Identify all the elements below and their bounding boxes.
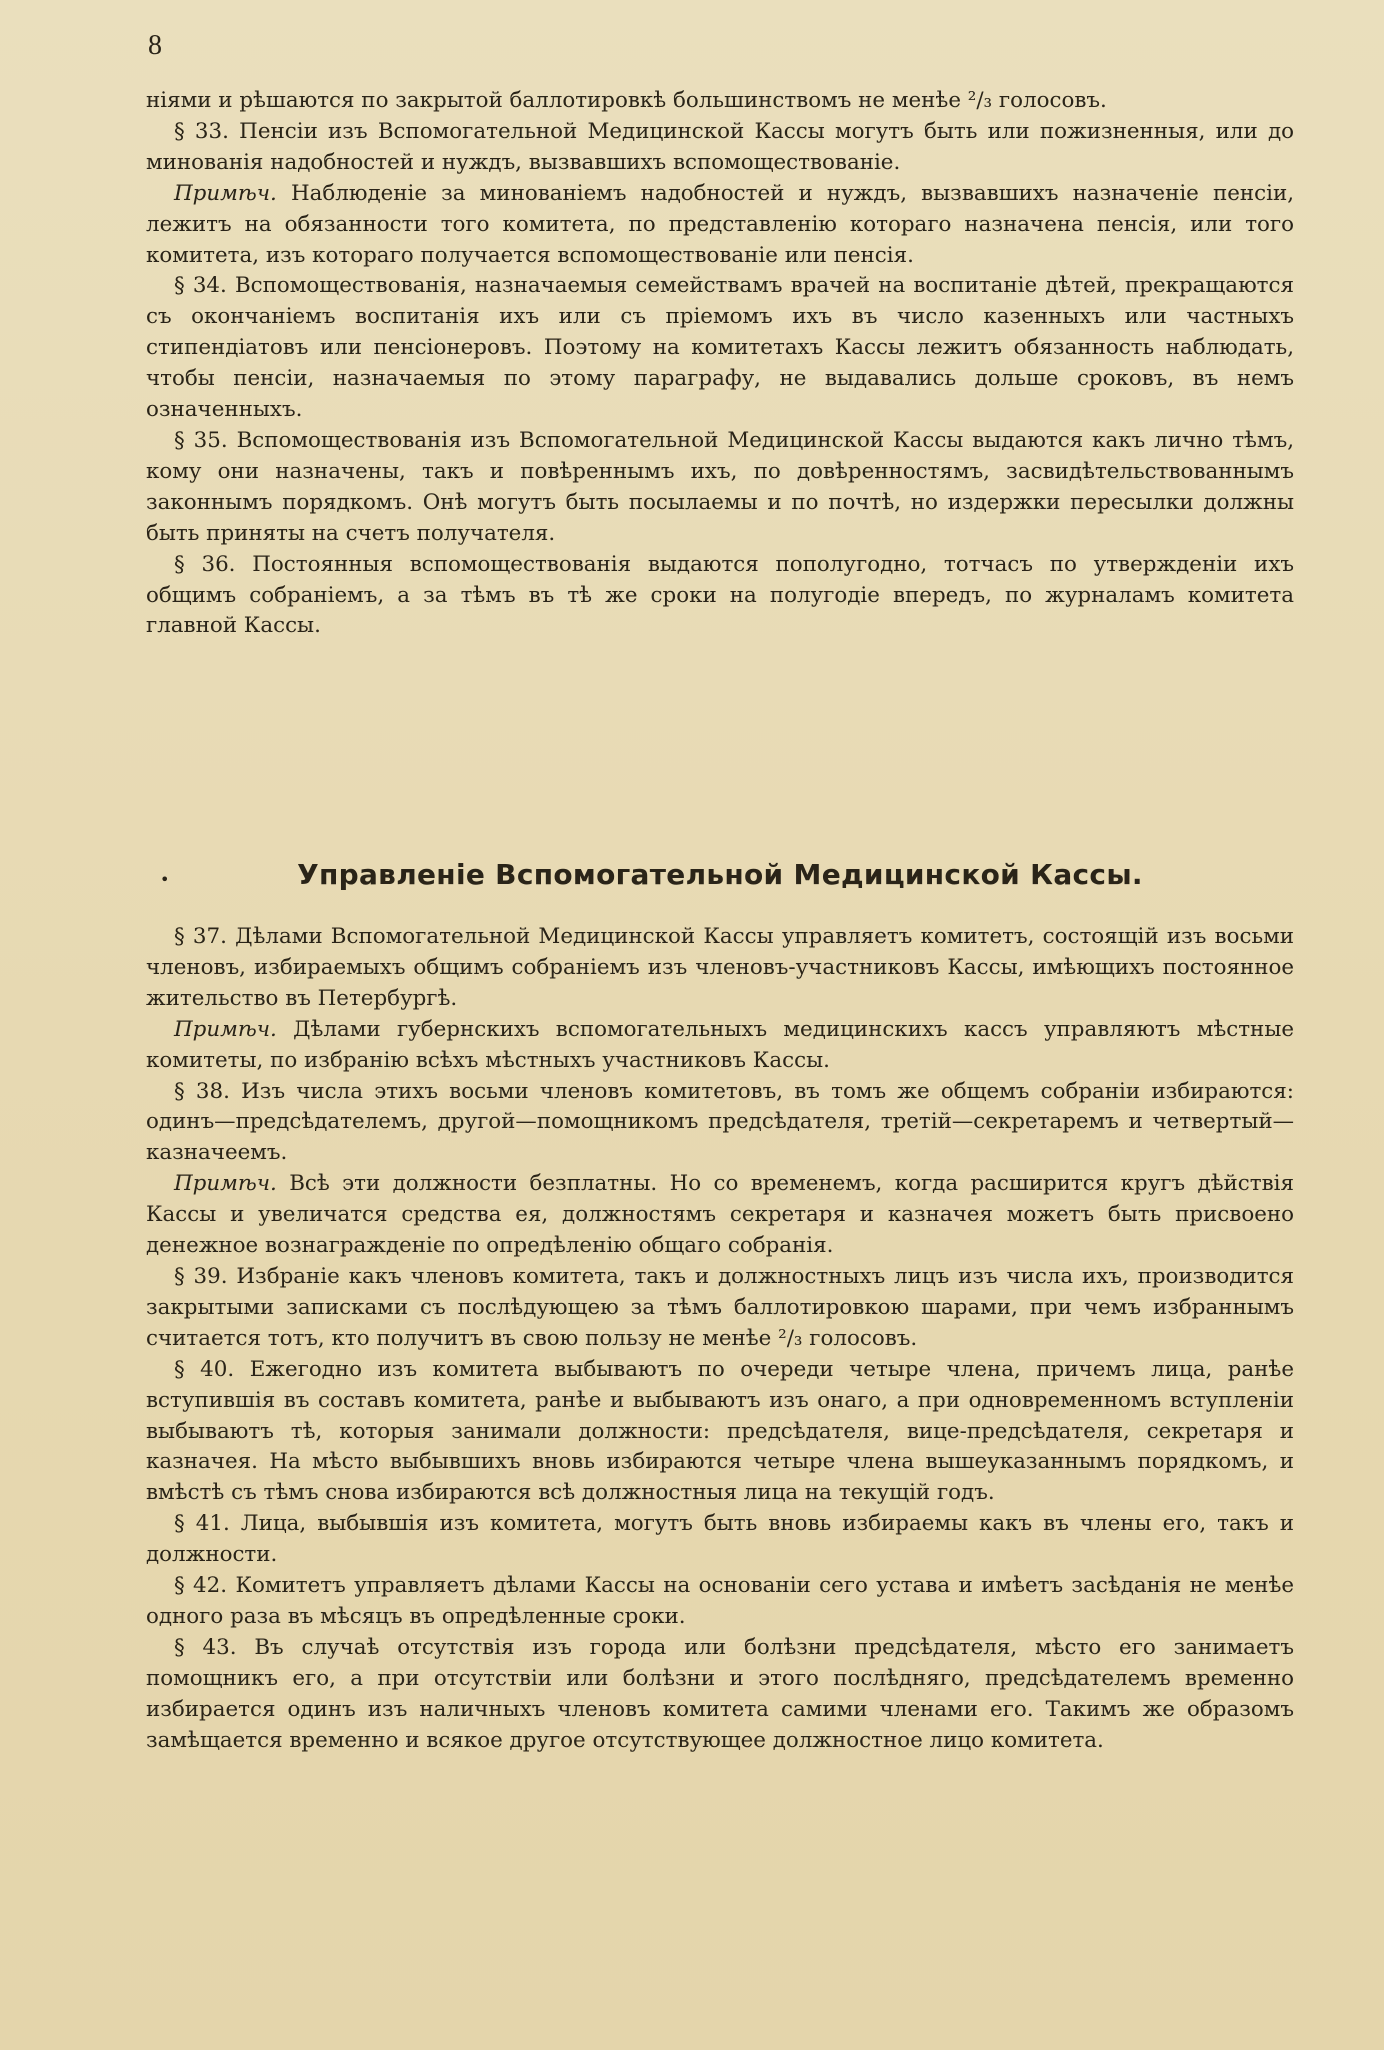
paragraph <box>146 550 1294 643</box>
page-number: 8 <box>148 30 162 61</box>
paragraph <box>146 86 1294 117</box>
paragraph-text: § 35. Вспомоществованія изъ Вспомогательной Медицинской Кассы выдаются какъ лично тѣмъ, кому они назначены, такъ и повѣреннымъ ихъ, по довѣренностямъ, засвидѣтельствованнымъ законнымъ порядкомъ. Онѣ могутъ быть посылаемы и по почтѣ, но издержки пересылки должны быть приняты на счетъ получателя. <box>146 427 1294 546</box>
paragraph <box>146 1509 1294 1571</box>
paragraph-text: § 43. Въ случаѣ отсутствія изъ города или болѣзни предсѣдателя, мѣсто его занимаетъ помощникъ его, а при отсутствіи или болѣзни и этого послѣдняго, предсѣдателемъ временно избирается одинъ изъ наличныхъ членовъ комитета самими членами его. Такимъ же образомъ замѣщается временно и всякое другое отсутствующее должностное лицо комитета. <box>146 1634 1294 1753</box>
paragraph-text: Дѣлами губернскихъ вспомогательныхъ медицинскихъ кассъ управляютъ мѣстные комитеты, по избранію всѣхъ мѣстныхъ участниковъ Кассы. <box>146 1016 1294 1073</box>
paragraph-text: § 36. Постоянныя вспомоществованія выдаются пополугодно, тотчасъ по утвержденіи ихъ общимъ собраніемъ, а за тѣмъ въ тѣ же сроки на полугодіе впередъ, по журналамъ комитета главной Кассы. <box>146 551 1294 639</box>
text-block-top <box>146 86 1294 642</box>
section-heading: Управленіе Вспомогательной Медицинской Кассы. <box>297 858 1143 891</box>
paragraph <box>146 1262 1294 1355</box>
paragraph <box>146 1633 1294 1757</box>
bullet-mark: • <box>160 870 170 889</box>
paragraph <box>146 1015 1294 1077</box>
paragraph <box>146 1571 1294 1633</box>
paragraph-text: Наблюденіе за минованіемъ надобностей и нуждъ, вызвавшихъ назначеніе пенсіи, лежитъ на обязанности того комитета, по представленію котораго назначена пенсія, или того комитета, изъ котораго получается вспомоществованіе или пенсія. <box>146 180 1294 268</box>
paragraph-text: § 34. Вспомоществованія, назначаемыя семействамъ врачей на воспитаніе дѣтей, прекращаются съ окончаніемъ воспитанія ихъ или съ пріемомъ ихъ въ число казенныхъ или частныхъ стипендіатовъ или пенсіонеровъ. Поэтому на комитетахъ Кассы лежитъ обязанность наблюдать, чтобы пенсіи, назначаемыя по этому параграфу, не выдавались дольше сроковъ, въ немъ означенныхъ. <box>146 273 1294 423</box>
paragraph-text: ніями и рѣшаются по закрытой баллотировкѣ большинствомъ не менѣе ²/₃ голосовъ. <box>146 88 1107 113</box>
paragraph-text: § 37. Дѣлами Вспомогательной Медицинской Кассы управляетъ комитетъ, состоящій изъ восьми членовъ, избираемыхъ общимъ собраніемъ изъ членовъ-участниковъ Кассы, имѣющихъ постоянное жительство въ Петербургѣ. <box>146 924 1294 1011</box>
note-label: Примѣч. <box>174 180 277 206</box>
paragraph-text: § 39. Избраніе какъ членовъ комитета, такъ и должностныхъ лицъ изъ числа ихъ, производится закрытыми записками съ послѣдующею за тѣмъ баллотировкою шарами, при чемъ избраннымъ считается тотъ, кто получитъ въ свою пользу не менѣе ²/₃ голосовъ. <box>146 1263 1294 1351</box>
paragraph <box>146 922 1294 1015</box>
paragraph-text: § 33. Пенсіи изъ Вспомогательной Медицинской Кассы могутъ быть или пожизненныя, или до минованія надобностей и нуждъ, вызвавшихъ вспомоществованіе. <box>146 118 1294 175</box>
paragraph-text: § 42. Комитетъ управляетъ дѣлами Кассы на основаніи сего устава и имѣетъ засѣданія не менѣе одного раза въ мѣсяцъ въ опредѣленные сроки. <box>146 1573 1294 1629</box>
paragraph-text: § 41. Лица, выбывшія изъ комитета, могутъ быть вновь избираемы какъ въ члены его, такъ и должности. <box>146 1511 1294 1568</box>
note-label: Примѣч. <box>174 1016 277 1042</box>
paragraph <box>146 179 1294 272</box>
paragraph <box>146 1077 1294 1170</box>
paragraph-text: § 38. Изъ числа этихъ восьми членовъ комитетовъ, въ томъ же общемъ собраніи избираются: одинъ—предсѣдателемъ, другой—помощникомъ предсѣдателя, третій—секретаремъ и четвертый—казначеемъ. <box>146 1078 1294 1166</box>
paragraph-text: § 40. Ежегодно изъ комитета выбываютъ по очереди четыре члена, причемъ лица, ранѣе вступившія въ составъ комитета, ранѣе и выбываютъ изъ онаго, а при одновременномъ вступленіи выбываютъ тѣ, которыя занимали должности: предсѣдателя, вице-предсѣдателя, секретаря и казначея. На мѣсто выбывшихъ вновь избираются четыре члена вышеуказаннымъ порядкомъ, и вмѣстѣ съ тѣмъ снова избираются всѣ должностныя лица на текущій годъ. <box>146 1356 1294 1506</box>
paragraph <box>146 1355 1294 1510</box>
paragraph <box>146 271 1294 426</box>
paragraph-text: Всѣ эти должности безплатны. Но со временемъ, когда расширится кругъ дѣйствія Кассы и увеличатся средства ея, должностямъ секретаря и казначея можетъ быть присвоено денежное вознагражденіе по опредѣленію общаго собранія. <box>146 1171 1294 1259</box>
paragraph <box>146 1169 1294 1262</box>
note-label: Примѣч. <box>174 1171 277 1197</box>
paragraph <box>146 117 1294 179</box>
paragraph <box>146 426 1294 550</box>
text-block-bottom <box>146 922 1294 1756</box>
